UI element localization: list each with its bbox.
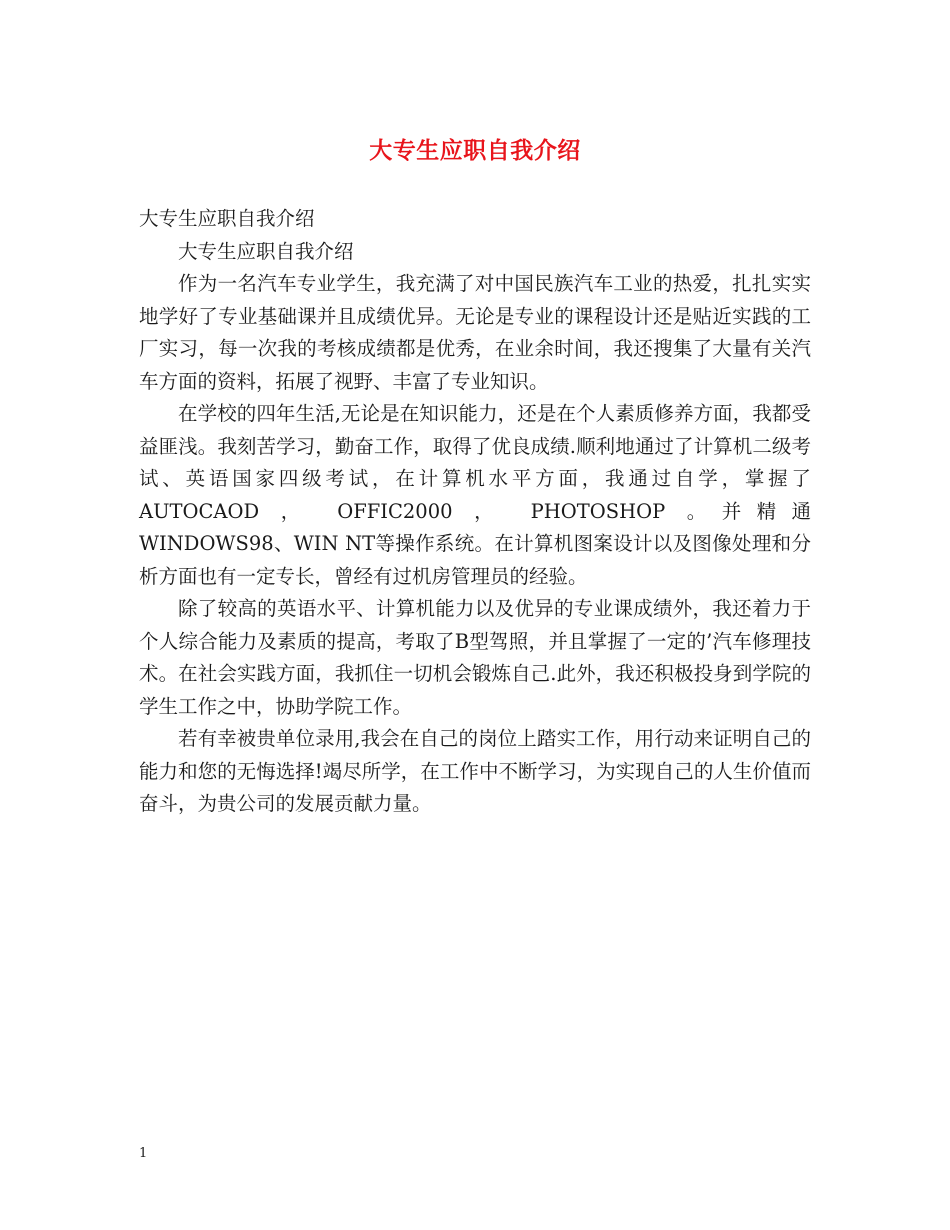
page-number: 1 [139, 1146, 148, 1161]
paragraph-2: 在学校的四年生活,无论是在知识能力，还是在个人素质修养方面，我都受益匪浅。我刻苦学习，勤奋工作，取得了优良成绩.顺利地通过了计算机二级考试、英语国家四级考试，在计算机水平方面，我通过自学，掌握了 AUTOCAOD ， OFFIC2000 ， PHOTOSHOP 。并精通WINDOWS98、WIN NT等操作系统。在计算机图案设计以及图像处理和分析方面也有一定专长，曾经有过机房管理员的经验。 [139, 402, 811, 588]
section-heading: 大专生应职自我介绍 [178, 239, 354, 263]
document-body [139, 203, 811, 821]
document-title: 大专生应职自我介绍 [369, 137, 581, 164]
paragraph-3: 除了较高的英语水平、计算机能力以及优异的专业课成绩外，我还着力于个人综合能力及素质的提高，考取了B型驾照，并且掌握了一定的’汽车修理技术。在社会实践方面，我抓住一切机会锻炼自己.此外，我还积极投身到学院的学生工作之中，协助学院工作。 [139, 597, 811, 718]
paragraph-4: 若有幸被贵单位录用,我会在自己的岗位上踏实工作，用行动来证明自己的能力和您的无悔选择!竭尽所学，在工作中不断学习，为实现自己的人生价值而奋斗，为贵公司的发展贡献力量。 [139, 727, 811, 815]
document-subtitle: 大专生应职自我介绍 [139, 207, 315, 230]
paragraph-1: 作为一名汽车专业学生，我充满了对中国民族汽车工业的热爱，扎扎实实地学好了专业基础课并且成绩优异。无论是专业的课程设计还是贴近实践的工厂实习，每一次我的考核成绩都是优秀，在业余时间，我还搜集了大量有关汽车方面的资料，拓展了视野、丰富了专业知识。 [139, 272, 811, 393]
